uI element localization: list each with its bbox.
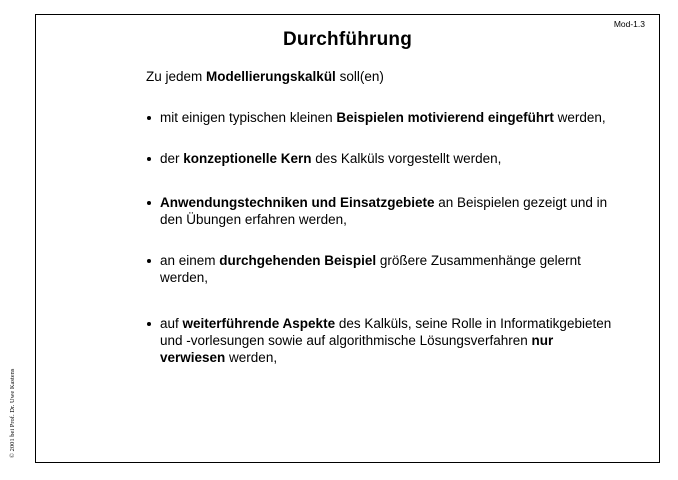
- bullet-item: [146, 150, 616, 167]
- bullet-text: des Kalküls, seine Rolle in Informatikgebieten und -vorlesungen sowie auf algorithmische Lösungsverfahren: [160, 316, 612, 348]
- bullet-text-bold: konzeptionelle Kern: [183, 151, 312, 166]
- bullet-item: [146, 315, 616, 366]
- bullet-text-bold: Anwendungstechniken und Einsatzgebiete: [160, 195, 435, 210]
- slide-frame: [35, 14, 660, 463]
- bullet-text: werden,: [553, 110, 606, 125]
- bullet-dot-icon: [147, 201, 151, 205]
- bullet-text-bold: Beispielen motivierend eingeführt: [336, 110, 554, 125]
- bullet-text: mit einigen typischen kleinen: [160, 110, 337, 125]
- bullet-text-bold: durchgehenden Beispiel: [219, 253, 377, 268]
- copyright-notice: © 2001 bei Prof. Dr. Uwe Kastens: [9, 368, 16, 458]
- intro-text-after: soll(en): [335, 69, 384, 84]
- slide-id: Mod-1.3: [613, 19, 645, 29]
- bullet-text: werden,: [225, 350, 278, 365]
- bullet-list: [146, 109, 616, 366]
- bullet-text: an Beispielen gezeigt und in den Übungen erfahren werden,: [160, 195, 608, 227]
- intro-text-bold: Modellierungskalkül: [206, 69, 336, 84]
- bullet-text: der: [160, 151, 184, 166]
- bullet-dot-icon: [147, 322, 151, 326]
- bullet-text: auf: [160, 316, 183, 331]
- page-title: Durchführung: [282, 29, 413, 50]
- bullet-item: [146, 109, 616, 126]
- bullet-dot-icon: [147, 259, 151, 263]
- bullet-dot-icon: [147, 157, 151, 161]
- bullet-item: [146, 252, 616, 286]
- bullet-text: größere Zusammenhänge gelernt werden,: [160, 253, 581, 285]
- intro-text-before: Zu jedem: [146, 69, 207, 84]
- bullet-text: des Kalküls vorgestellt werden,: [311, 151, 502, 166]
- bullet-item: [146, 194, 616, 228]
- bullet-text: an einem: [160, 253, 220, 268]
- bullet-text-bold: weiterführende Aspekte: [182, 316, 336, 331]
- bullet-text-bold: nur verwiesen: [160, 333, 554, 365]
- bullet-dot-icon: [147, 116, 151, 120]
- intro-line: [146, 69, 384, 84]
